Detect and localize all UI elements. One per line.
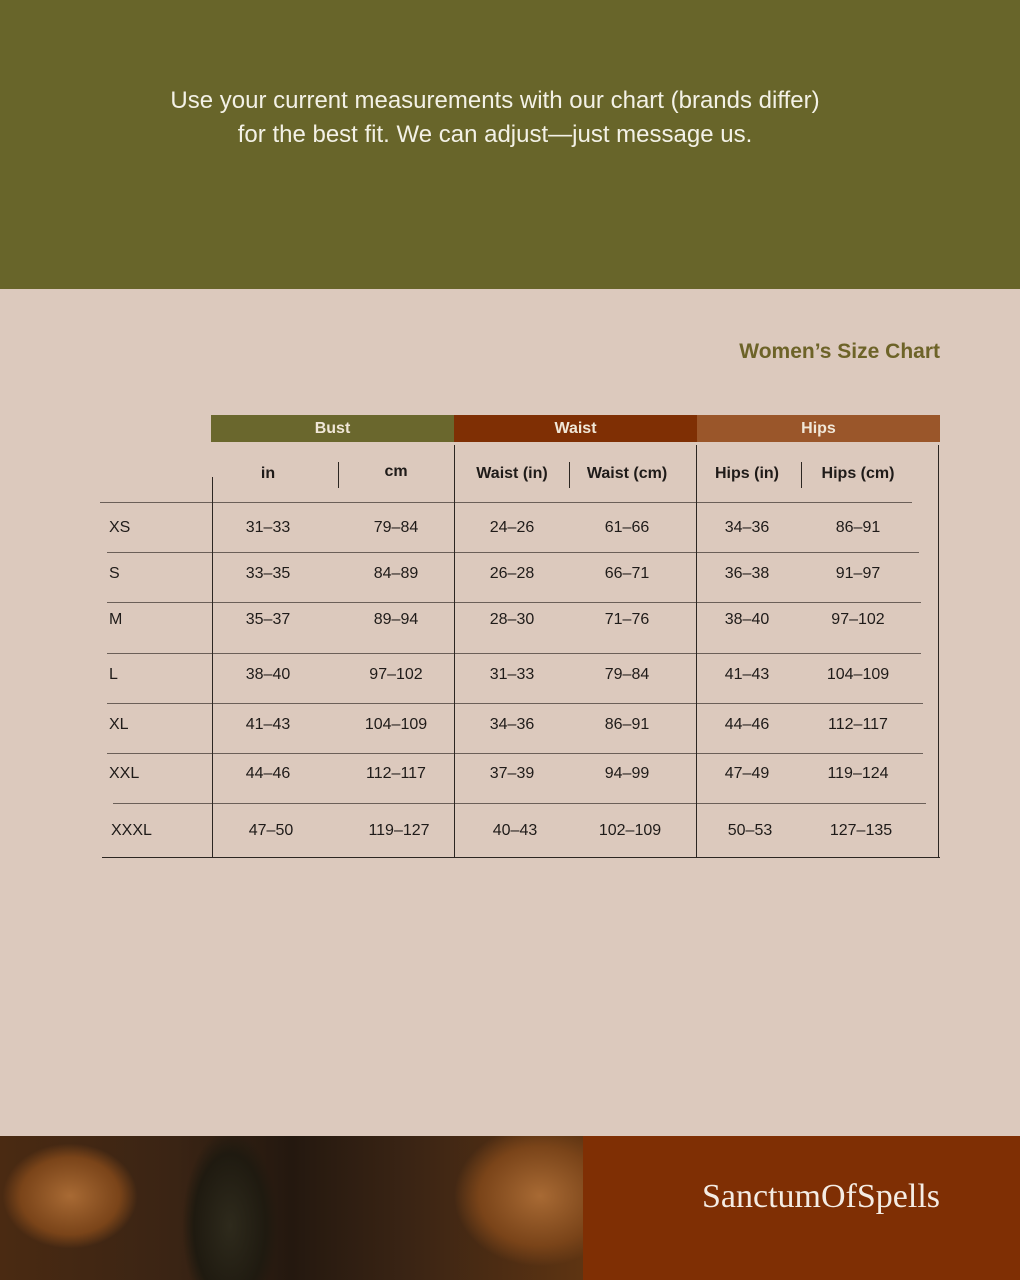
table-cell: 97–102 (831, 611, 885, 628)
row-divider (107, 653, 921, 654)
table-cell: 38–40 (724, 611, 770, 628)
size-label: L (109, 666, 118, 683)
table-cell: 86–91 (604, 716, 650, 733)
column-divider (338, 462, 339, 488)
column-divider (454, 445, 455, 858)
footer-photo (0, 1136, 583, 1280)
table-cell: 44–46 (724, 716, 770, 733)
column-header: Hips (in) (715, 465, 779, 482)
column-divider (212, 477, 213, 858)
row-divider (113, 803, 926, 804)
row-divider (107, 703, 923, 704)
table-cell: 102–109 (598, 822, 662, 839)
table-cell: 36–38 (724, 565, 770, 582)
table-cell: 91–97 (835, 565, 881, 582)
table-cell: 61–66 (604, 519, 650, 536)
size-label: XL (109, 716, 129, 733)
table-cell: 86–91 (835, 519, 881, 536)
table-cell: 47–49 (724, 765, 770, 782)
group-header-waist: Waist (454, 415, 697, 442)
column-header: Waist (in) (476, 465, 548, 482)
table-cell: 47–50 (248, 822, 294, 839)
table-cell: 44–46 (245, 765, 291, 782)
table-cell: 28–30 (489, 611, 535, 628)
row-divider (107, 753, 923, 754)
table-cell: 35–37 (245, 611, 291, 628)
header-line-2: for the best fit. We can adjust—just message us. (237, 121, 753, 148)
size-label: XS (109, 519, 131, 536)
table-bottom-border (102, 857, 940, 858)
column-divider (801, 462, 802, 488)
table-cell: 37–39 (489, 765, 535, 782)
table-cell: 89–94 (373, 611, 419, 628)
column-header: in (260, 465, 276, 482)
table-cell: 40–43 (492, 822, 538, 839)
table-cell: 104–109 (826, 666, 890, 683)
group-header-hips: Hips (697, 415, 940, 442)
table-cell: 33–35 (245, 565, 291, 582)
group-header-bust: Bust (211, 415, 454, 442)
table-cell: 26–28 (489, 565, 535, 582)
chart-title: Women’s Size Chart (739, 340, 940, 363)
table-cell: 38–40 (245, 666, 291, 683)
table-cell: 66–71 (604, 565, 650, 582)
table-cell: 34–36 (489, 716, 535, 733)
table-cell: 24–26 (489, 519, 535, 536)
size-label: S (109, 565, 120, 582)
header-line-1: Use your current measurements with our chart (brands differ) (170, 87, 820, 114)
size-label: XXL (109, 765, 140, 782)
table-cell: 71–76 (604, 611, 650, 628)
table-cell: 79–84 (373, 519, 419, 536)
table-cell: 97–102 (369, 666, 423, 683)
table-cell: 119–124 (827, 765, 889, 782)
table-cell: 31–33 (489, 666, 535, 683)
row-divider (107, 602, 921, 603)
row-divider (100, 502, 912, 503)
table-cell: 31–33 (245, 519, 291, 536)
table-cell: 112–117 (366, 765, 426, 782)
size-label: M (109, 611, 123, 628)
row-divider (107, 552, 919, 553)
column-divider (696, 445, 697, 858)
column-header: Waist (cm) (586, 465, 668, 482)
table-cell: 41–43 (724, 666, 770, 683)
size-label: XXXL (111, 822, 152, 839)
column-divider (569, 462, 570, 488)
column-header: Hips (cm) (821, 465, 895, 482)
header-banner (0, 0, 1020, 289)
table-cell: 119–127 (368, 822, 430, 839)
table-cell: 84–89 (373, 565, 419, 582)
brand-name: SanctumOfSpells (702, 1178, 940, 1215)
header-message (0, 84, 990, 152)
table-cell: 79–84 (604, 666, 650, 683)
table-cell: 50–53 (727, 822, 773, 839)
table-cell: 94–99 (604, 765, 650, 782)
table-cell: 34–36 (724, 519, 770, 536)
table-cell: 41–43 (245, 716, 291, 733)
table-cell: 112–117 (828, 716, 888, 733)
column-header: cm (384, 463, 408, 480)
column-divider (938, 445, 939, 858)
table-cell: 127–135 (829, 822, 893, 839)
table-cell: 104–109 (364, 716, 428, 733)
